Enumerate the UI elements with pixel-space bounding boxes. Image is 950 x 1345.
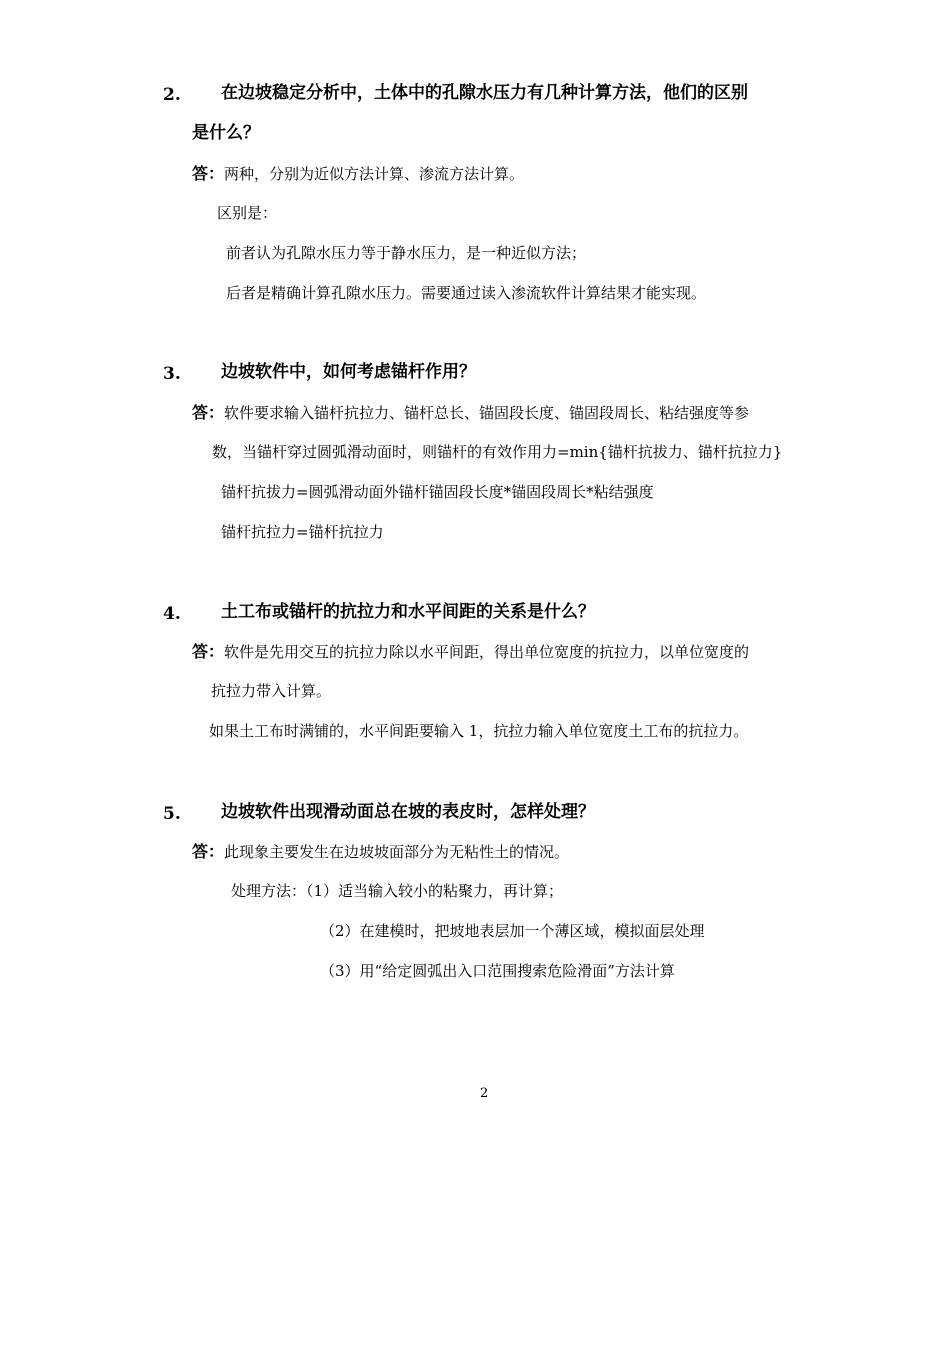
answer-text: 软件是先用交互的抗拉力除以水平间距，得出单位宽度的抗拉力，以单位宽度的 xyxy=(224,643,750,661)
answer-line: 数，当锚杆穿过圆弧滑动面时，则锚杆的有效作用力=min{锚杆抗拔力、锚杆抗拉力} xyxy=(212,443,783,461)
answer-first-line xyxy=(192,405,749,421)
answer-line: （2）在建模时，把坡地表层加一个薄区域，模拟面层处理 xyxy=(320,922,705,940)
answer-line: 处理方法：（1）适当输入较小的粘聚力，再计算； xyxy=(231,882,564,900)
question-number: 4. xyxy=(163,604,181,624)
question-title: 边坡软件出现滑动面总在坡的表皮时，怎样处理？ xyxy=(221,802,595,822)
answer-line: 锚杆抗拔力=圆弧滑动面外锚杆锚固段长度*锚固段周长*粘结强度 xyxy=(221,483,654,501)
answer-line: 区别是： xyxy=(217,204,278,222)
answer-label: 答： xyxy=(192,642,225,661)
answer-text: 两种，分别为近似方法计算、渗流方法计算。 xyxy=(224,165,525,183)
answer-line: （3）用“给定圆弧出入口范围搜索危险滑面”方法计算 xyxy=(320,962,675,980)
page-number: 2 xyxy=(480,1086,489,1101)
answer-line: 如果土工布时满铺的，水平间距要输入 1，抗拉力输入单位宽度土工布的抗拉力。 xyxy=(209,722,749,740)
answer-first-line xyxy=(192,166,524,182)
answer-label: 答： xyxy=(192,842,225,861)
answer-first-line xyxy=(192,644,749,660)
answer-text: 软件要求输入锚杆抗拉力、锚杆总长、锚固段长度、锚固段周长、粘结强度等参 xyxy=(224,404,750,422)
question-title: 在边坡稳定分析中，土体中的孔隙水压力有几种计算方法，他们的区别 xyxy=(221,83,748,103)
answer-label: 答： xyxy=(192,164,225,183)
answer-text: 此现象主要发生在边坡坡面部分为无粘性土的情况。 xyxy=(224,843,570,861)
answer-first-line xyxy=(192,844,569,860)
answer-line: 抗拉力带入计算。 xyxy=(211,682,332,700)
question-number: 2. xyxy=(163,85,181,105)
question-title-cont: 是什么？ xyxy=(192,123,260,143)
question-title: 边坡软件中，如何考虑锚杆作用？ xyxy=(221,362,476,382)
answer-line: 后者是精确计算孔隙水压力。需要通过读入渗流软件计算结果才能实现。 xyxy=(226,284,707,302)
question-title: 土工布或锚杆的抗拉力和水平间距的关系是什么？ xyxy=(221,602,595,622)
answer-label: 答： xyxy=(192,403,225,422)
answer-line: 前者认为孔隙水压力等于静水压力，是一种近似方法； xyxy=(226,244,587,262)
question-number: 5. xyxy=(163,804,181,824)
question-number: 3. xyxy=(163,364,181,384)
answer-line: 锚杆抗拉力=锚杆抗拉力 xyxy=(221,523,384,541)
